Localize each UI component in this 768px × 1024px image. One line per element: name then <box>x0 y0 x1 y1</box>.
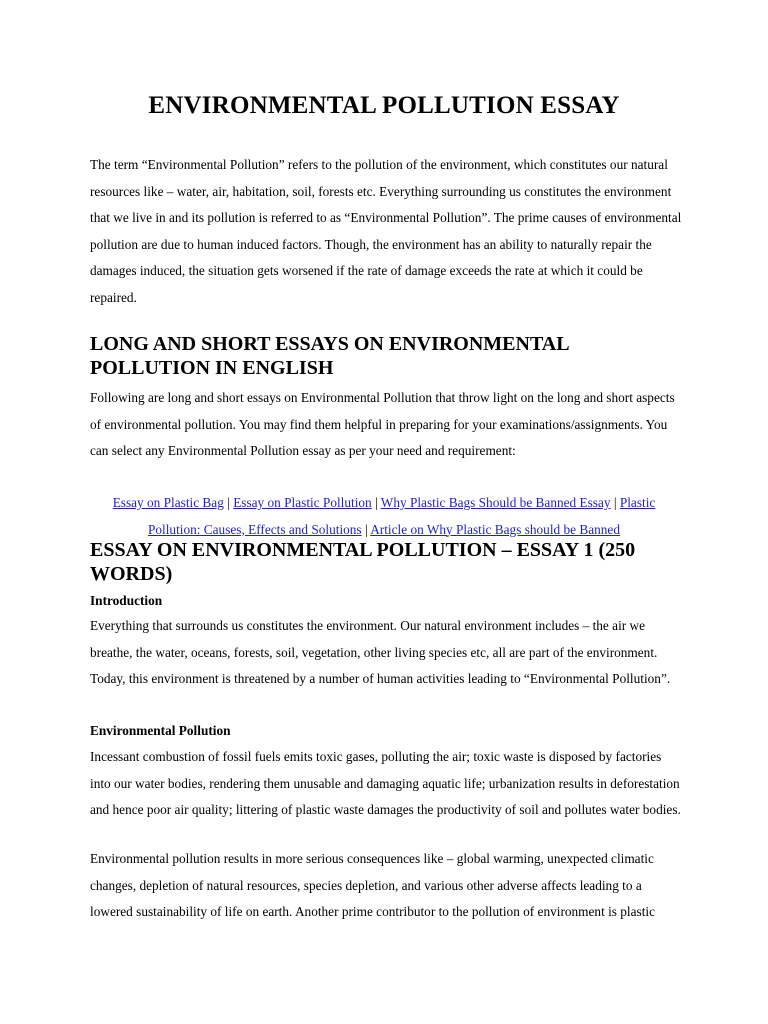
heading-line: LONG AND SHORT ESSAYS ON ENVIRONMENTAL <box>90 333 570 355</box>
paragraph-line: repaired. <box>90 289 137 305</box>
paragraph-line: into our water bodies, rendering them unusable and damaging aquatic life; urbanization results in deforestation <box>90 775 680 791</box>
link-separator: | <box>364 521 368 537</box>
paragraph-line: Environmental pollution results in more serious consequences like – global warming, unexpected climatic <box>90 851 654 866</box>
consequences-paragraph <box>90 846 682 926</box>
environmental-pollution-paragraph <box>90 744 682 824</box>
paragraph-line: Everything that surrounds us constitutes the environment. Our natural environment includes – the air we <box>90 618 646 633</box>
environmental-pollution-heading: Environmental Pollution <box>90 723 231 738</box>
paragraph-line: breathe, the water, oceans, forests, soil, vegetation, other living species etc, all are part of the environment. <box>90 644 658 660</box>
link-plastic-pollution-causes-part2[interactable]: Pollution: Causes, Effects and Solutions <box>148 521 362 537</box>
paragraph-line: can select any Environmental Pollution essay as per your need and requirement: <box>90 443 516 458</box>
intro-paragraph <box>90 152 682 311</box>
link-plastic-pollution-causes-part1[interactable]: Plastic <box>619 495 656 510</box>
paragraph-line: Today, this environment is threatened by a number of human activities leading to “Environmental Pollution”. <box>90 671 671 686</box>
paragraph-line: of environmental pollution. You may find them helpful in preparing for your examinations/assignments. You <box>90 416 668 432</box>
link-essay-plastic-pollution[interactable]: Essay on Plastic Pollution <box>233 495 372 510</box>
essay-1-heading <box>90 538 690 586</box>
heading-line: ESSAY ON ENVIRONMENTAL POLLUTION – ESSAY 1 (250 <box>90 539 636 561</box>
paragraph-line: pollution are due to human induced factors. Though, the environment has an ability to naturally repair the <box>90 236 652 252</box>
paragraph-line: that we live in and its pollution is referred to as “Environmental Pollution”. The prime causes of environmental <box>90 210 682 225</box>
paragraph-line: Incessant combustion of fossil fuels emits toxic gases, polluting the air; toxic waste is disposed by factories <box>90 749 662 764</box>
related-essay-links <box>90 490 678 543</box>
links-line <box>90 490 678 517</box>
link-article-plastic-bags-banned[interactable]: Article on Why Plastic Bags should be Banned <box>370 521 620 537</box>
long-short-essays-heading <box>90 332 690 380</box>
paragraph-line: resources like – water, air, habitation, soil, forests etc. Everything surrounding us constitutes the environment <box>90 183 672 199</box>
introduction-heading: Introduction <box>90 593 163 608</box>
link-plastic-bags-banned-essay[interactable]: Why Plastic Bags Should be Banned Essay <box>380 495 611 510</box>
heading-line: POLLUTION IN ENGLISH <box>90 357 334 379</box>
paragraph-line: The term “Environmental Pollution” refers to the pollution of the environment, which constitutes our natural <box>90 157 668 172</box>
page-title: ENVIRONMENTAL POLLUTION ESSAY <box>148 92 620 119</box>
link-separator: | <box>613 495 617 510</box>
long-short-paragraph <box>90 385 682 465</box>
paragraph-line: lowered sustainability of life on earth. Another prime contributor to the pollution of environment is plastic <box>90 904 655 919</box>
link-separator: | <box>227 495 230 510</box>
paragraph-line: and hence poor air quality; littering of plastic waste damages the productivity of soil and pollutes water bodies. <box>90 802 681 817</box>
paragraph-line: changes, depletion of natural resources, species depletion, and various other adverse affects leading to a <box>90 877 642 893</box>
link-essay-plastic-bag[interactable]: Essay on Plastic Bag <box>112 495 224 510</box>
introduction-paragraph <box>90 613 682 693</box>
heading-line: WORDS) <box>90 563 173 585</box>
paragraph-line: Following are long and short essays on Environmental Pollution that throw light on the long and short aspects <box>90 390 675 405</box>
link-separator: | <box>375 495 378 510</box>
paragraph-line: damages induced, the situation gets worsened if the rate of damage exceeds the rate at which it could be <box>90 263 643 278</box>
